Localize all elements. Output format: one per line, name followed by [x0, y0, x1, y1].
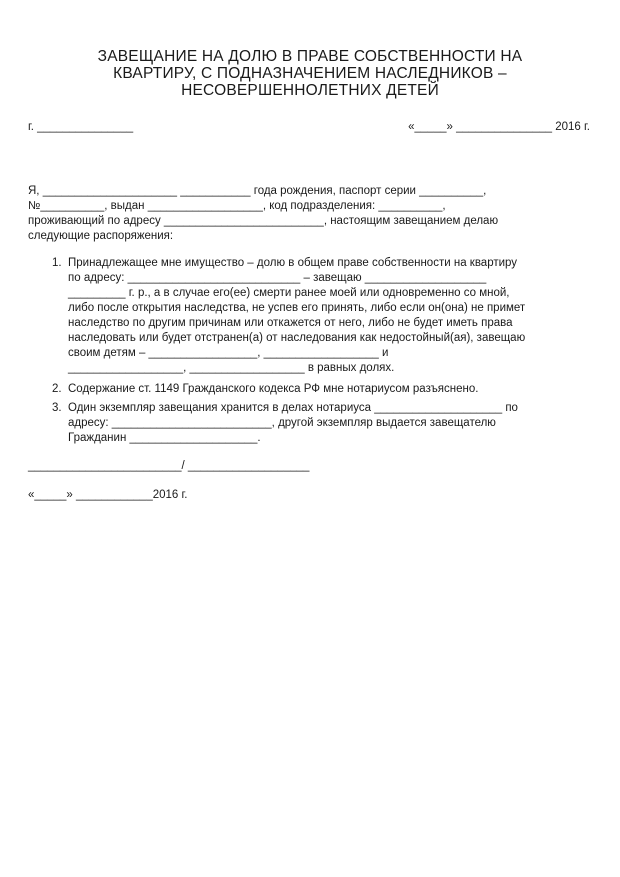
item-line: адресу: _________________________, другой экземпляр выдается завещателю	[68, 417, 496, 429]
item-line: Один экземпляр завещания хранится в делах нотариуса ____________________ по	[68, 402, 518, 414]
intro-line: Я, _____________________ ___________ года рождения, паспорт серии __________,	[28, 185, 487, 197]
item-line: наследство по другим причинам или откажется от него, либо не будет иметь права	[68, 317, 513, 329]
title-line-2: КВАРТИРУ, С ПОДНАЗНАЧЕНИЕМ НАСЛЕДНИКОВ –	[113, 65, 507, 82]
intro-line: проживающий по адресу _________________________, настоящим завещанием делаю	[28, 215, 499, 227]
item-line: __________________, __________________ в равных долях.	[68, 362, 395, 374]
signature-line: ________________________/ ___________________	[28, 460, 310, 472]
title-line-1: ЗАВЕЩАНИЕ НА ДОЛЮ В ПРАВЕ СОБСТВЕННОСТИ НА	[97, 48, 523, 65]
item-line: наследовать или будет отстранен(а) от наследования как недостойный(ая), завещаю	[68, 332, 526, 344]
item-number: 1.	[52, 257, 62, 269]
intro-line: следующие распоряжения:	[28, 230, 174, 242]
date-field: «_____» _______________ 2016 г.	[408, 121, 590, 133]
item-line: Гражданин ____________________.	[68, 432, 261, 444]
intro-line: №__________, выдан __________________, код подразделения: __________,	[28, 200, 446, 212]
item-line: Принадлежащее мне имущество – долю в общем праве собственности на квартиру	[68, 257, 518, 269]
item-number: 3.	[52, 402, 62, 414]
document-title	[40, 48, 580, 99]
title-line-3: НЕСОВЕРШЕННОЛЕТНИХ ДЕТЕЙ	[181, 82, 439, 99]
item-line: _________ г. р., а в случае его(ее) смерти ранее моей или одновременно со мной,	[68, 287, 510, 299]
footer-date: «_____» ____________2016 г.	[28, 489, 188, 501]
item-line: своим детям – _________________, __________________ и	[68, 347, 389, 359]
city-field: г. _______________	[28, 121, 134, 133]
item-line: либо после открытия наследства, не успев его принять, либо если он(она) не примет	[68, 302, 526, 314]
item-number: 2.	[52, 383, 62, 395]
item-line: по адресу: ___________________________ – завещаю ___________________	[68, 272, 487, 284]
item-line: Содержание ст. 1149 Гражданского кодекса РФ мне нотариусом разъяснено.	[68, 383, 479, 395]
